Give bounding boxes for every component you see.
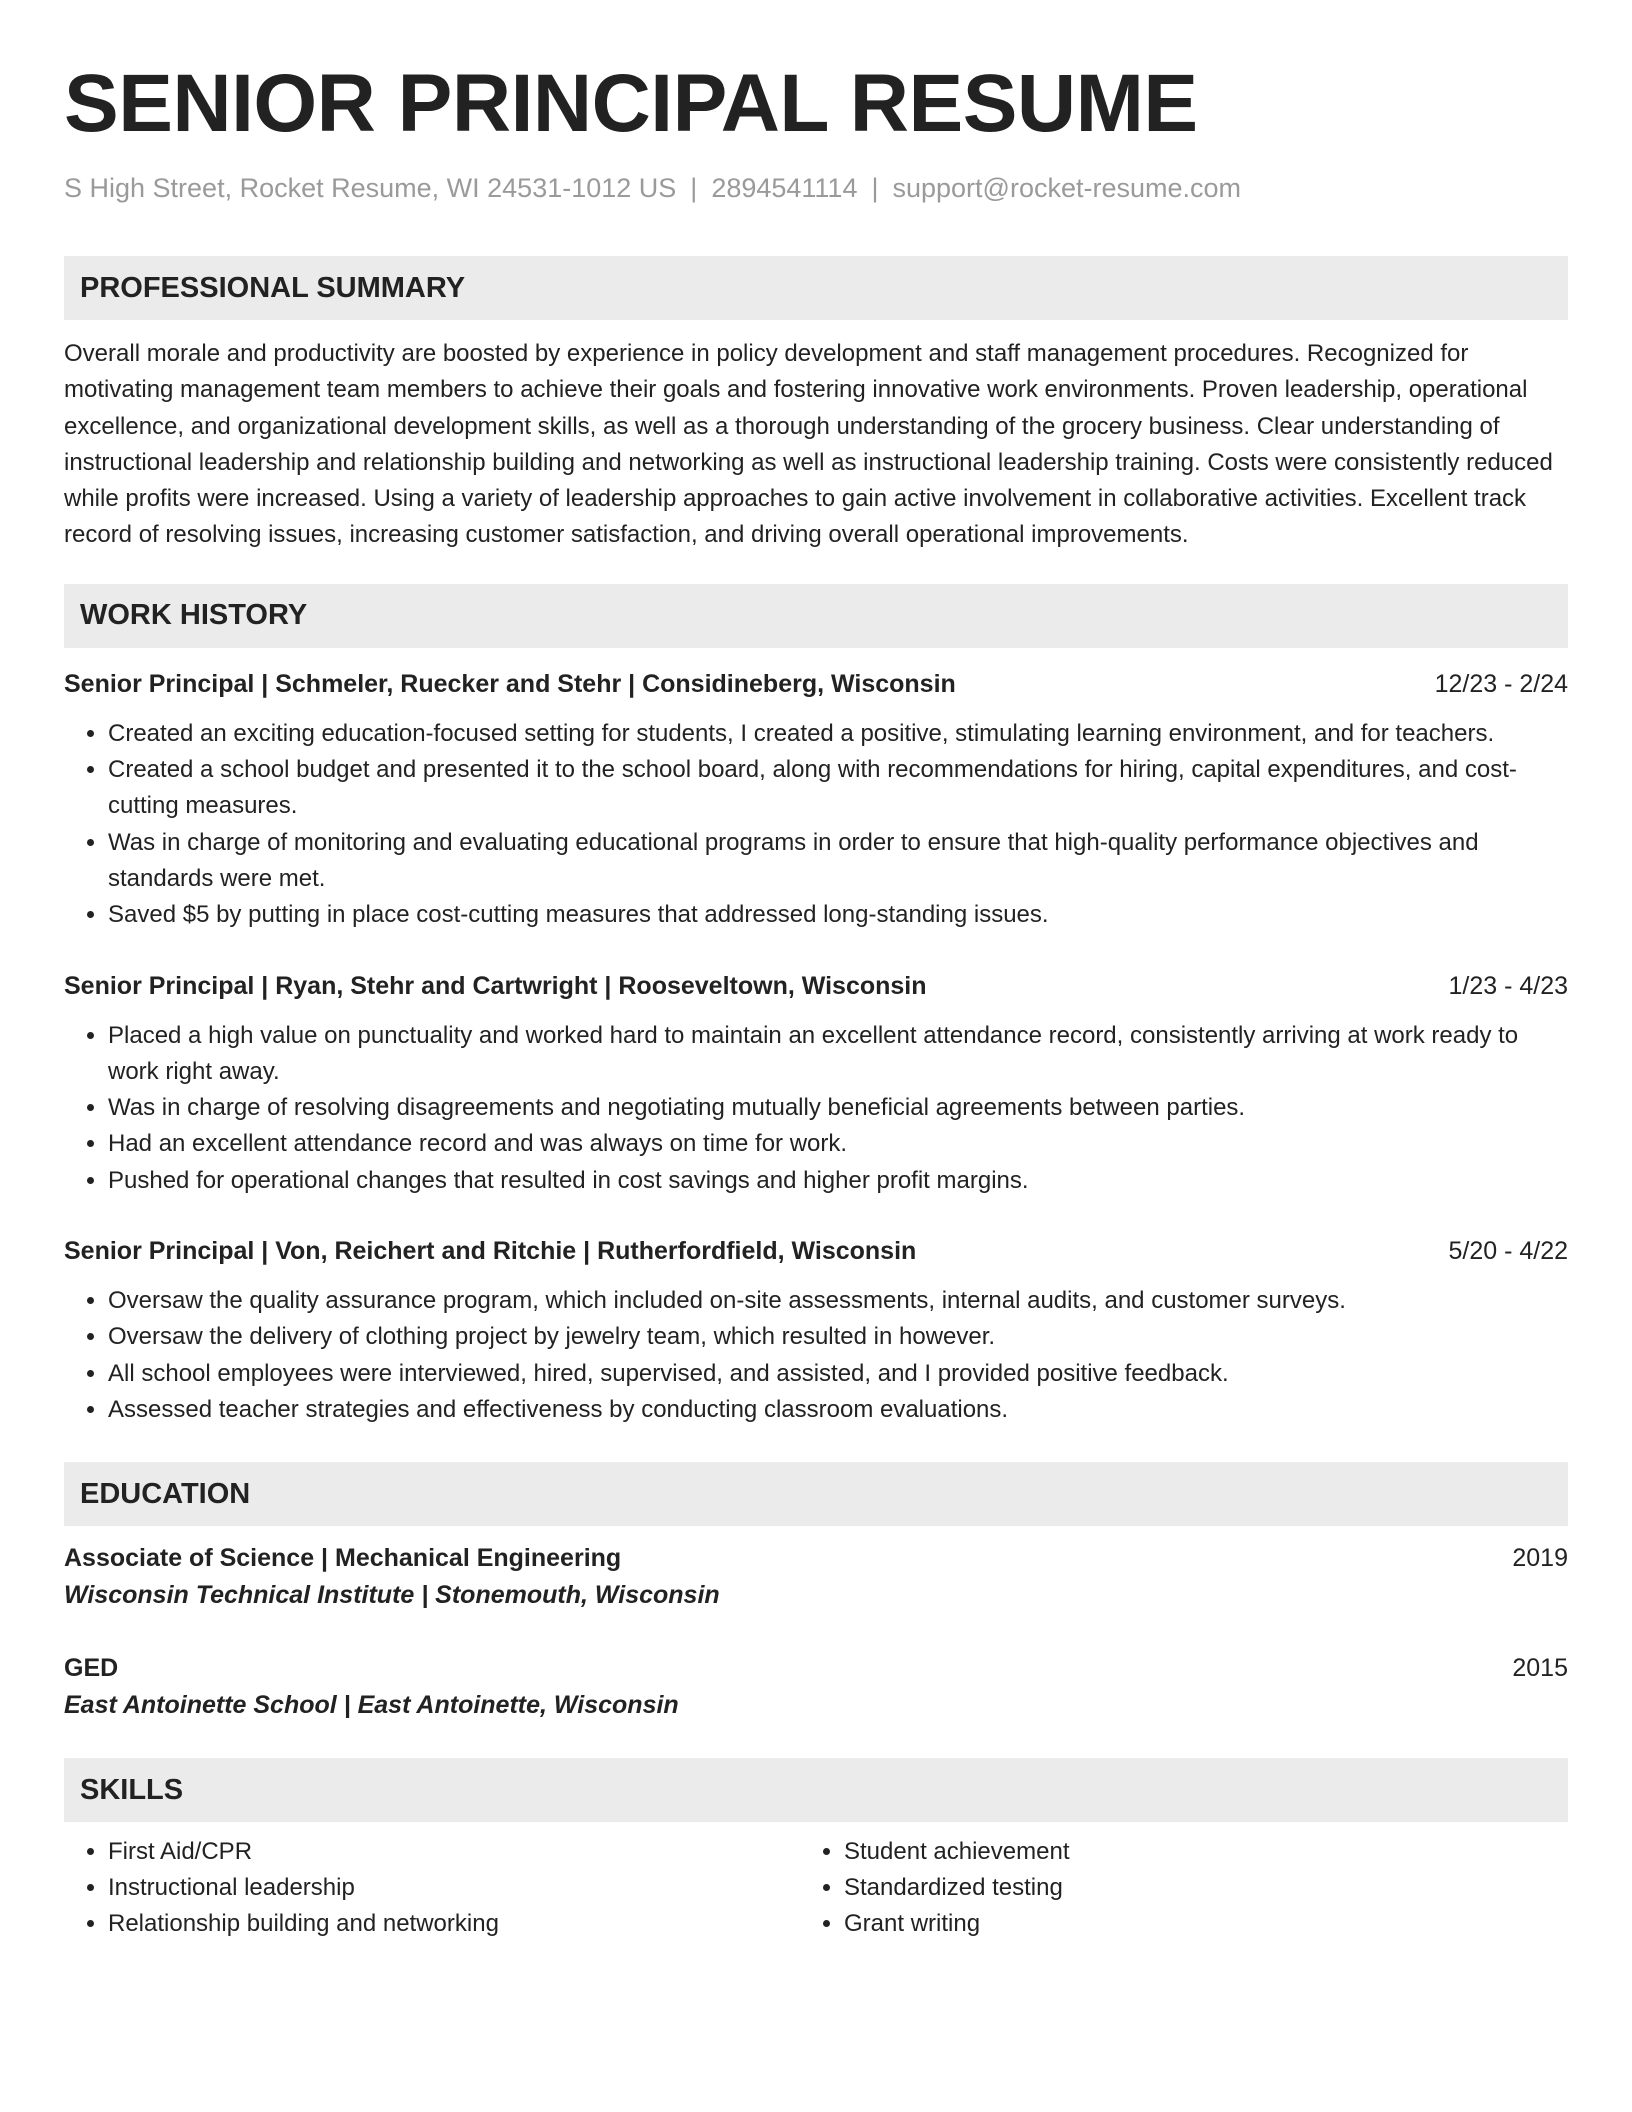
- job-dates: 12/23 - 2/24: [1434, 669, 1568, 698]
- job-entry: [64, 666, 1568, 934]
- skill-item: • Grant writing: [844, 1906, 1536, 1942]
- job-bullet: • Created an exciting education-focused setting for students, I created a positive, stimulating learning environment, and for teachers.: [108, 716, 1568, 752]
- section-header-summary: PROFESSIONAL SUMMARY: [64, 256, 1568, 320]
- job-bullet: • Saved $5 by putting in place cost-cutting measures that addressed long-standing issues.: [108, 897, 1568, 933]
- job-entry: [64, 968, 1568, 1199]
- job-dates: 1/23 - 4/23: [1448, 971, 1568, 1000]
- education-entry: [64, 1540, 1568, 1614]
- job-header: [64, 1233, 1568, 1269]
- education-degree: GED: [64, 1654, 119, 1683]
- skill-item: • First Aid/CPR: [108, 1834, 800, 1870]
- contact-separator: |: [871, 173, 879, 203]
- section-header-skills: SKILLS: [64, 1758, 1568, 1822]
- section-header-work-history: WORK HISTORY: [64, 584, 1568, 648]
- job-bullet: • Created a school budget and presented it to the school board, along with recommendations for hiring, capital expenditures, and cost-cutting measures.: [108, 752, 1568, 825]
- education-year: 2015: [1512, 1654, 1568, 1683]
- job-bullet: • Oversaw the delivery of clothing project by jewelry team, which resulted in however.: [108, 1319, 1568, 1355]
- job-bullet: • Oversaw the quality assurance program, which included on-site assessments, internal audits, and customer surveys.: [108, 1283, 1568, 1319]
- job-header: [64, 968, 1568, 1004]
- education-school: Wisconsin Technical Institute | Stonemouth, Wisconsin: [64, 1581, 720, 1610]
- education-header: [64, 1650, 1568, 1686]
- resume-page: [64, 56, 1568, 1942]
- job-bullet: • All school employees were interviewed, hired, supervised, and assisted, and I provided positive feedback.: [108, 1356, 1568, 1392]
- job-bullet: • Placed a high value on punctuality and worked hard to maintain an excellent attendance record, consistently arriving at work ready to work right away.: [108, 1018, 1568, 1091]
- job-bullet: • Pushed for operational changes that resulted in cost savings and higher profit margins.: [108, 1163, 1568, 1199]
- skill-item: • Instructional leadership: [108, 1870, 800, 1906]
- contact-email: support@rocket-resume.com: [892, 173, 1242, 203]
- job-bullet: • Was in charge of monitoring and evaluating educational programs in order to ensure that high-quality performance objectives and standards were met.: [108, 825, 1568, 898]
- job-bullets: [64, 1283, 1568, 1428]
- skill-item: • Student achievement: [844, 1834, 1536, 1870]
- job-title: Senior Principal | Von, Reichert and Ritchie | Rutherfordfield, Wisconsin: [64, 1237, 917, 1266]
- job-bullets: [64, 1018, 1568, 1199]
- contact-line: [64, 170, 1568, 206]
- resume-title: SENIOR PRINCIPAL RESUME: [64, 58, 1198, 149]
- skills-grid: [64, 1834, 1568, 1942]
- job-bullet: • Had an excellent attendance record and was always on time for work.: [108, 1126, 1568, 1162]
- education-school: East Antoinette School | East Antoinette, Wisconsin: [64, 1691, 679, 1720]
- contact-address: S High Street, Rocket Resume, WI 24531-1012 US: [64, 173, 677, 203]
- job-entry: [64, 1233, 1568, 1428]
- skills-column-right: [800, 1834, 1536, 1942]
- education-degree: Associate of Science | Mechanical Engineering: [64, 1544, 622, 1573]
- job-bullet: • Assessed teacher strategies and effectiveness by conducting classroom evaluations.: [108, 1392, 1568, 1428]
- education-header: [64, 1540, 1568, 1576]
- job-title: Senior Principal | Schmeler, Ruecker and Stehr | Considineberg, Wisconsin: [64, 669, 956, 698]
- section-header-education: EDUCATION: [64, 1462, 1568, 1526]
- job-bullets: [64, 716, 1568, 934]
- skills-column-left: [64, 1834, 800, 1942]
- contact-separator: |: [690, 173, 698, 203]
- job-title: Senior Principal | Ryan, Stehr and Cartwright | Rooseveltown, Wisconsin: [64, 971, 927, 1000]
- education-entry: [64, 1650, 1568, 1724]
- contact-phone: 2894541114: [711, 173, 858, 203]
- job-bullet: • Was in charge of resolving disagreements and negotiating mutually beneficial agreements between parties.: [108, 1090, 1568, 1126]
- education-year: 2019: [1512, 1544, 1568, 1573]
- summary-text: Overall morale and productivity are boosted by experience in policy development and staff management procedures. Recognized for motivating management team members to achieve their goals and fostering innovative work environments. Proven leadership, operational excellence, and organizational development skills, as well as a thorough understanding of the grocery business. Clear understanding of instructional leadership and relationship building and networking as well as instructional leadership training. Costs were consistently reduced while profits were increased. Using a variety of leadership approaches to gain active involvement in collaborative activities. Excellent track record of resolving issues, increasing customer satisfaction, and driving overall operational improvements.: [64, 340, 1553, 549]
- job-dates: 5/20 - 4/22: [1448, 1237, 1568, 1266]
- skill-item: • Standardized testing: [844, 1870, 1536, 1906]
- skill-item: • Relationship building and networking: [108, 1906, 800, 1942]
- job-header: [64, 666, 1568, 702]
